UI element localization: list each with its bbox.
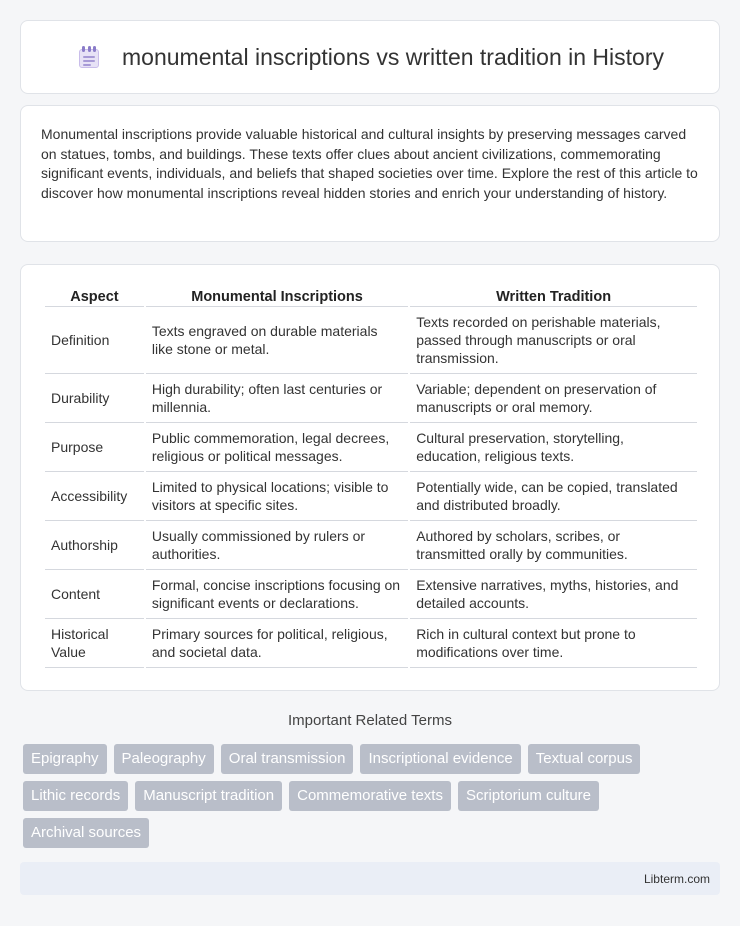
footer-site-link[interactable]: Libterm.com [643, 872, 710, 886]
intro-text: Monumental inscriptions provide valuable historical and cultural insights by preserving messages carved on statues, tombs, and buildings. These texts offer clues about ancient civilizations, commemorating significant events, individuals, and beliefs that shaped societies over time. Explore the rest of this article to discover how monumental inscriptions reveal hidden stories and enrich your understanding of history. [41, 126, 698, 201]
comparison-card [20, 264, 720, 691]
row-aspect: Durability [45, 374, 144, 423]
table-row [45, 423, 697, 472]
related-terms-list [23, 744, 713, 848]
row-aspect: Historical Value [45, 619, 144, 668]
footer [20, 862, 720, 895]
related-terms-heading: Important Related Terms [288, 712, 452, 729]
related-term-tag[interactable]: Paleography [114, 744, 214, 774]
title-card [20, 20, 720, 94]
notepad-icon [76, 44, 102, 70]
row-monumental: Limited to physical locations; visible to visitors at specific sites. [146, 472, 408, 521]
row-aspect: Purpose [45, 423, 144, 472]
column-header-aspect: Aspect [45, 285, 144, 307]
row-written: Potentially wide, can be copied, translated and distributed broadly. [410, 472, 697, 521]
comparison-table [43, 285, 699, 668]
table-row [45, 374, 697, 423]
column-header-written: Written Tradition [410, 285, 697, 307]
row-written: Cultural preservation, storytelling, education, religious texts. [410, 423, 697, 472]
table-row [45, 307, 697, 374]
row-written: Rich in cultural context but prone to modifications over time. [410, 619, 697, 668]
row-aspect: Accessibility [45, 472, 144, 521]
row-aspect: Authorship [45, 521, 144, 570]
table-header-row [45, 285, 697, 307]
row-written: Variable; dependent on preservation of manuscripts or oral memory. [410, 374, 697, 423]
row-monumental: Texts engraved on durable materials like stone or metal. [146, 307, 408, 374]
related-term-tag[interactable]: Archival sources [23, 818, 149, 848]
table-row [45, 570, 697, 619]
related-term-tag[interactable]: Epigraphy [23, 744, 107, 774]
row-monumental: Formal, concise inscriptions focusing on significant events or declarations. [146, 570, 408, 619]
table-row [45, 472, 697, 521]
row-monumental: Usually commissioned by rulers or authorities. [146, 521, 408, 570]
page-title: monumental inscriptions vs written tradition in History [122, 43, 664, 70]
related-term-tag[interactable]: Textual corpus [528, 744, 641, 774]
table-row [45, 619, 697, 668]
related-term-tag[interactable]: Inscriptional evidence [360, 744, 520, 774]
column-header-monumental: Monumental Inscriptions [146, 285, 408, 307]
related-term-tag[interactable]: Oral transmission [221, 744, 354, 774]
table-row [45, 521, 697, 570]
intro-card [20, 105, 720, 242]
row-monumental: Primary sources for political, religious, and societal data. [146, 619, 408, 668]
row-monumental: Public commemoration, legal decrees, religious or political messages. [146, 423, 408, 472]
row-written: Authored by scholars, scribes, or transmitted orally by communities. [410, 521, 697, 570]
related-term-tag[interactable]: Scriptorium culture [458, 781, 599, 811]
row-aspect: Content [45, 570, 144, 619]
row-written: Texts recorded on perishable materials, passed through manuscripts or oral transmission. [410, 307, 697, 374]
related-term-tag[interactable]: Commemorative texts [289, 781, 451, 811]
related-term-tag[interactable]: Manuscript tradition [135, 781, 282, 811]
row-written: Extensive narratives, myths, histories, and detailed accounts. [410, 570, 697, 619]
related-term-tag[interactable]: Lithic records [23, 781, 128, 811]
row-monumental: High durability; often last centuries or millennia. [146, 374, 408, 423]
row-aspect: Definition [45, 307, 144, 374]
